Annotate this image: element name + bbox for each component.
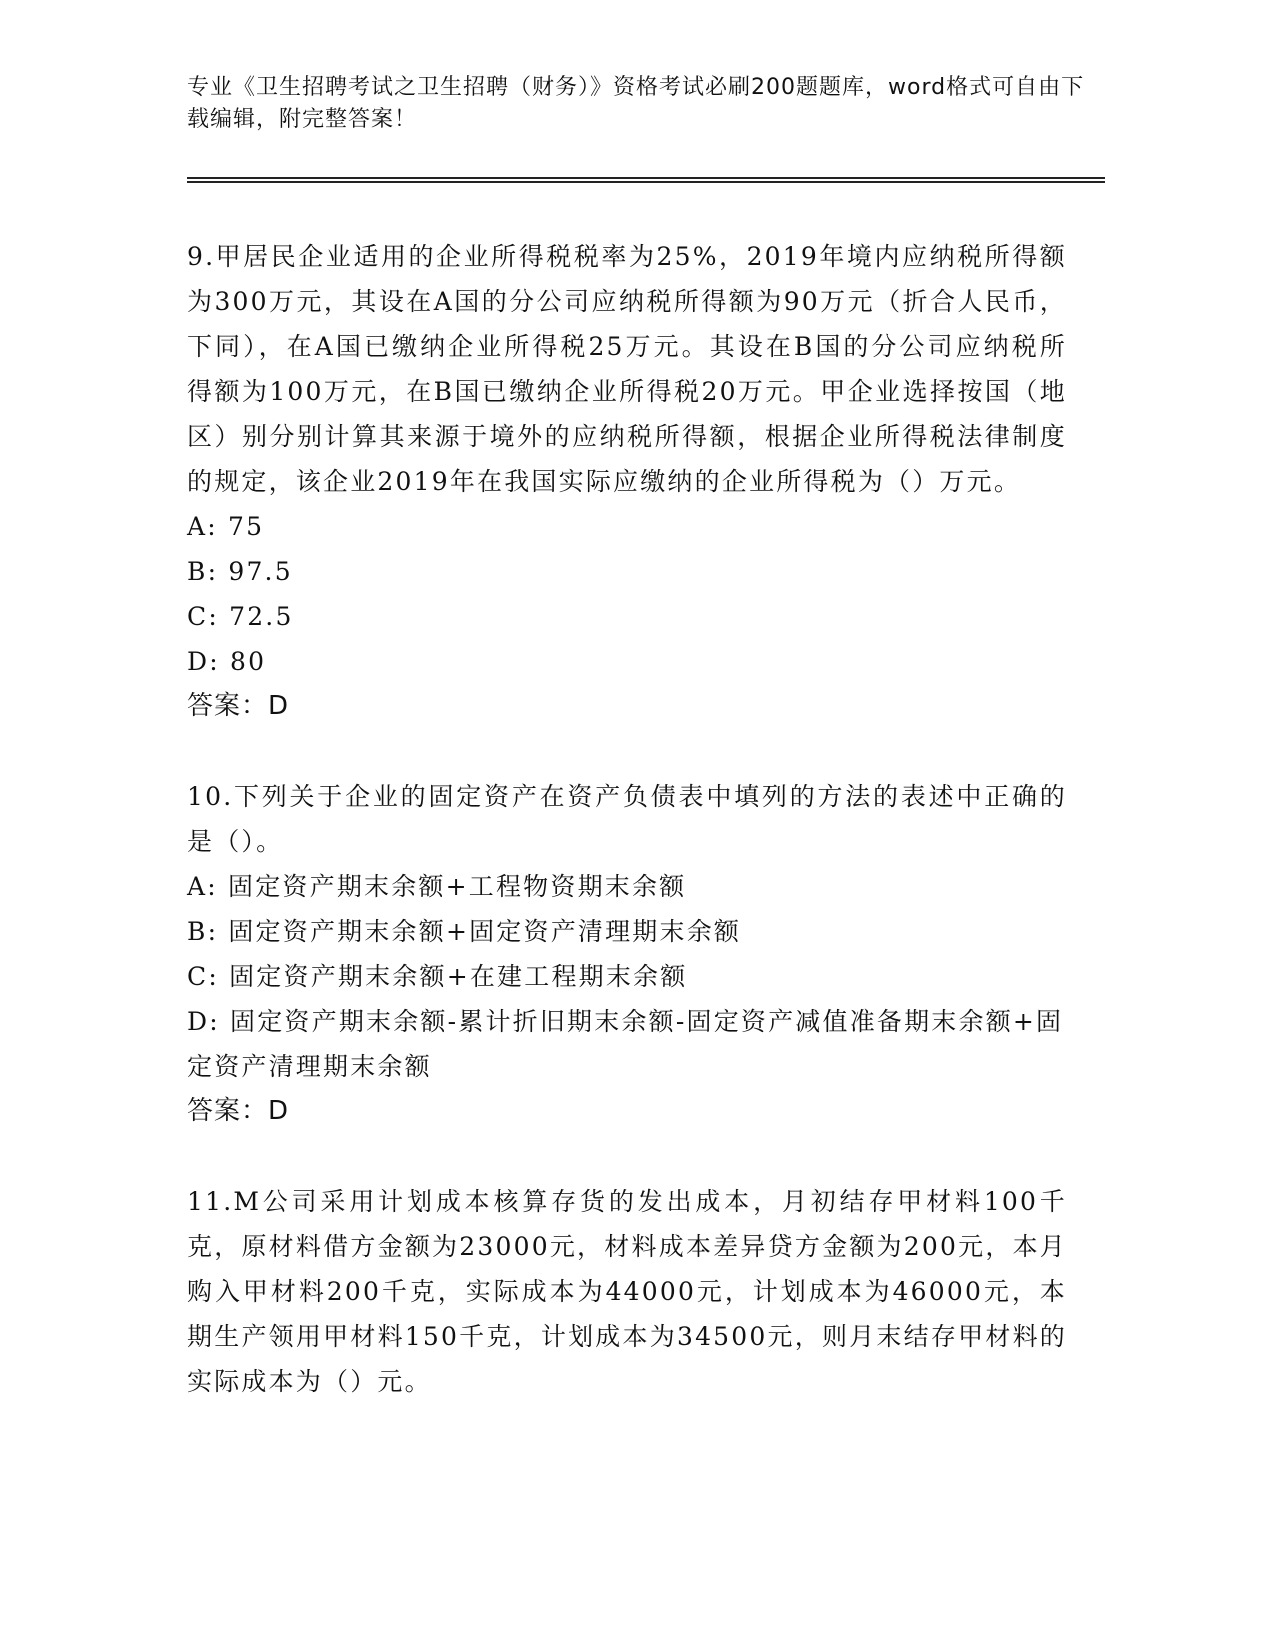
option-b: B: 97.5 xyxy=(187,557,293,586)
answer-label: 答案：D xyxy=(187,1096,290,1126)
question-spacer xyxy=(187,729,1067,774)
option-b: B: 固定资产期末余额+固定资产清理期末余额 xyxy=(187,917,742,946)
question-list xyxy=(187,234,1067,1404)
question-9 xyxy=(187,234,1067,729)
option-c: C: 固定资产期末余额+在建工程期末余额 xyxy=(187,962,688,991)
question-10 xyxy=(187,774,1067,1134)
question-spacer xyxy=(187,1134,1067,1179)
header-divider-top xyxy=(187,177,1105,179)
answer-label: 答案：D xyxy=(187,691,290,721)
option-a: A: 固定资产期末余额+工程物资期末余额 xyxy=(187,872,687,901)
question-text: 10.下列关于企业的固定资产在资产负债表中填列的方法的表述中正确的是（）。 xyxy=(187,782,1067,856)
option-d: D: 固定资产期末余额-累计折旧期末余额-固定资产减值准备期末余额+固定资产清理期末余额 xyxy=(187,1007,1064,1081)
document-header: 专业《卫生招聘考试之卫生招聘（财务）》资格考试必刷200题题库，word格式可自由下载编辑，附完整答案！ xyxy=(187,75,1085,132)
option-d: D: 80 xyxy=(187,647,267,676)
option-a: A: 75 xyxy=(187,512,265,541)
question-text: 11.M公司采用计划成本核算存货的发出成本，月初结存甲材料100千克，原材料借方金额为23000元，材料成本差异贷方金额为200元，本月购入甲材料200千克，实际成本为44000元，计划成本为46000元，本期生产领用甲材料150千克，计划成本为34500元，则月末结存甲材料的实际成本为（）元。 xyxy=(187,1187,1067,1396)
header-divider-bottom xyxy=(187,181,1105,183)
question-11 xyxy=(187,1179,1067,1404)
question-text: 9.甲居民企业适用的企业所得税税率为25%，2019年境内应纳税所得额为300万元，其设在A国的分公司应纳税所得额为90万元（折合人民币，下同），在A国已缴纳企业所得税25万元。其设在B国的分公司应纳税所得额为100万元，在B国已缴纳企业所得税20万元。甲企业选择按国（地区）别分别计算其来源于境外的应纳税所得额，根据企业所得税法律制度的规定，该企业2019年在我国实际应缴纳的企业所得税为（）万元。 xyxy=(187,242,1067,496)
option-c: C: 72.5 xyxy=(187,602,294,631)
